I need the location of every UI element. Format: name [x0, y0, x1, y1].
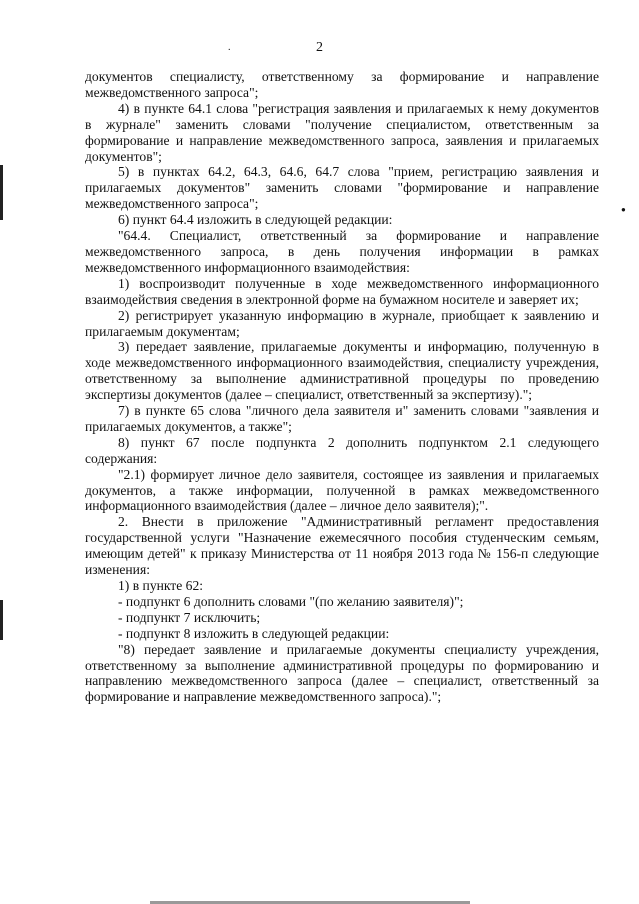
paragraph: "2.1) формирует личное дело заявителя, состоящее из заявления и прилагаемых документов, а также информации, полученной в рамках межведомственного информационного взаимодействия (далее – личное дело заявителя);". [85, 466, 599, 514]
paragraph: 2) регистрирует указанную информацию в журнале, приобщает к заявлению и прилагаемым документам; [85, 307, 599, 339]
page-number: 2 [316, 40, 323, 55]
scan-dot: . [228, 42, 231, 53]
paragraph: 3) передает заявление, прилагаемые документы и информацию, полученную в ходе межведомственного информационного взаимодействия, специалисту учреждения, ответственному за выполнение административной процедуры по проведению экспертизы документов (далее – специалист, ответственный за экспертизу)."; [85, 339, 599, 403]
paragraph: "8) передает заявление и прилагаемые документы специалисту учреждения, ответственному за выполнение административной процедуры по формированию и направлению межведомственного запроса (далее – специалист, ответственный за формирование и направление межведомственного запроса)."; [85, 641, 599, 705]
paragraph: - подпункт 8 изложить в следующей редакции: [118, 625, 390, 641]
margin-mark: ● [621, 205, 626, 214]
document-body [85, 69, 599, 705]
paragraph: 1) воспроизводит полученные в ходе межведомственного информационного взаимодействия сведения в электронной форме на бумажном носителе и заверяет их; [85, 275, 599, 307]
paragraph: документов специалисту, ответственному за формирование и направление межведомственного запроса"; [85, 69, 599, 100]
paragraph: - подпункт 7 исключить; [118, 609, 261, 625]
paragraph: 1) в пункте 62: [118, 578, 204, 593]
paragraph: 7) в пункте 65 слова "личного дела заявителя и" заменить словами "заявления и прилагаемых документов, а также"; [85, 403, 599, 434]
paragraph: 6) пункт 64.4 изложить в следующей редакции: [118, 212, 393, 228]
paragraph: 2. Внести в приложение "Административный регламент предоставления государственной услуги "Назначение ежемесячного пособия студенческим семьям, имеющим детей" к приказу Министерства от 11 ноября 2013 года № 156-п следующие изменения: [85, 514, 599, 578]
paragraph: 5) в пунктах 64.2, 64.3, 64.6, 64.7 слова "прием, регистрацию заявления и прилагаемых документов" заменить словами "формирование и направление межведомственного запроса"; [85, 164, 599, 212]
scan-edge-mark [0, 600, 3, 640]
paragraph: 8) пункт 67 после подпункта 2 дополнить подпунктом 2.1 следующего содержания: [85, 434, 599, 466]
scan-edge-mark [0, 165, 3, 220]
paragraph: "64.4. Специалист, ответственный за формирование и направление межведомственного запроса, в день получения информации в рамках межведомственного информационного взаимодействия: [85, 228, 599, 275]
paragraph: 4) в пункте 64.1 слова "регистрация заявления и прилагаемых к нему документов в журнале" заменить словами "получение специалистом, ответственным за формирование и направление межведомственного запроса, заявления и прилагаемых документов"; [85, 100, 599, 164]
paragraph: - подпункт 6 дополнить словами "(по желанию заявителя)"; [118, 593, 464, 609]
